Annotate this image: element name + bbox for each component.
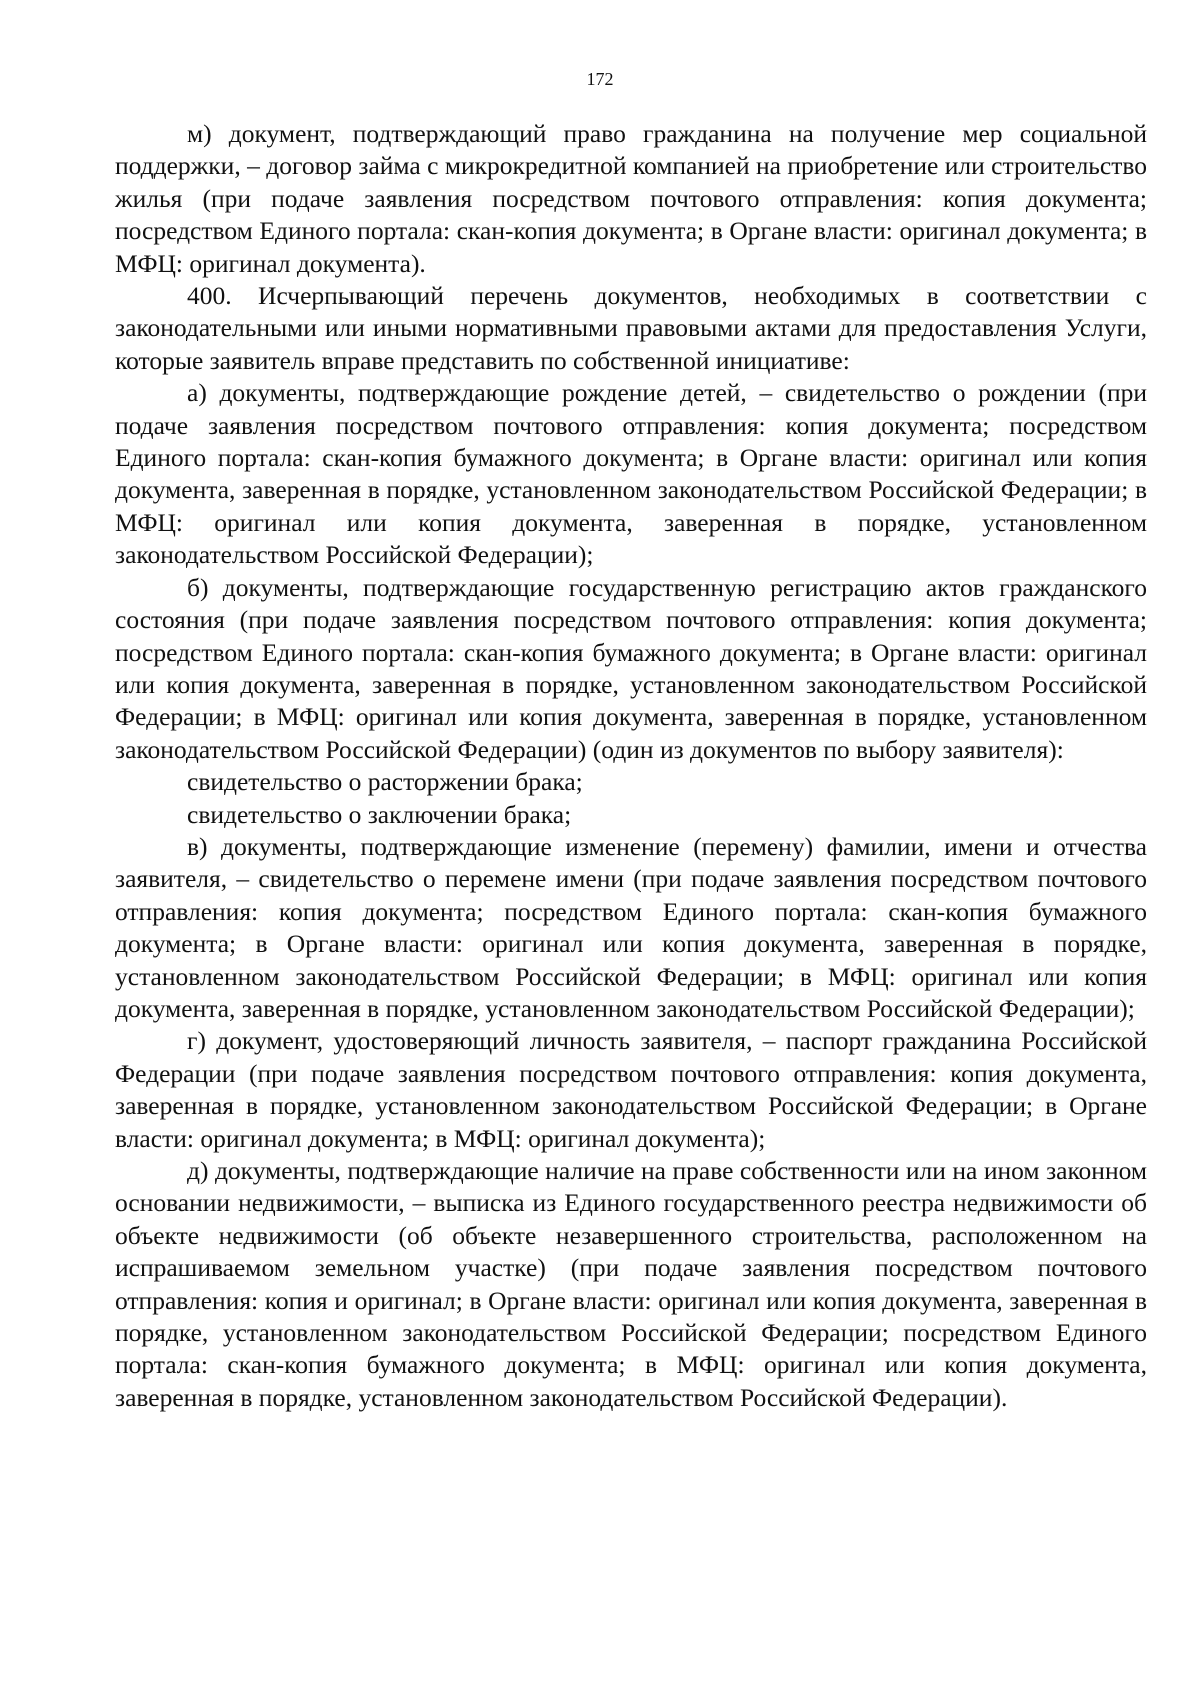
- paragraph-b-civil-registration: б) документы, подтверждающие государственную регистрацию актов гражданского состояния (при подаче заявления посредством почтового отправления: копия документа; посредством Единого портала: скан-копия бумажного документа; в Органе власти: оригинал или копия документа, заверенная в порядке, установленном законодательством Российской Федерации; в МФЦ: оригинал или копия документа, заверенная в порядке, установленном законодательством Российской Федерации) (один из документов по выбору заявителя):: [115, 572, 1147, 764]
- list-item-divorce-certificate: свидетельство о расторжении брака;: [187, 767, 583, 797]
- paragraph-d-property-documents: д) документы, подтверждающие наличие на праве собственности или на ином законном основании недвижимости, – выписка из Единого государственного реестра недвижимости об объекте недвижимости (об объекте незавершенного строительства, расположенном на испрашиваемом земельном участке) (при подаче заявления посредством почтового отправления: копия и оригинал; в Органе власти: оригинал или копия документа, заверенная в порядке, установленном законодательством Российской Федерации; посредством Единого портала: скан-копия бумажного документа; в МФЦ: оригинал или копия документа, заверенная в порядке, установленном законодательством Российской Федерации).: [115, 1156, 1147, 1412]
- paragraph-m-social-support: м) документ, подтверждающий право гражданина на получение мер социальной поддержки, – договор займа с микрокредитной компанией на приобретение или строительство жилья (при подаче заявления посредством почтового отправления: копия документа; посредством Единого портала: скан-копия документа; в Органе власти: оригинал документа; в МФЦ: оригинал документа).: [115, 119, 1147, 278]
- paragraph-g-identity-document: г) документ, удостоверяющий личность заявителя, – паспорт гражданина Российской Федерации (при подаче заявления посредством почтового отправления: копия документа, заверенная в порядке, установленном законодательством Российской Федерации; в Органе власти: оригинал документа; в МФЦ: оригинал документа);: [115, 1026, 1147, 1153]
- paragraph-a-birth-certificate: а) документы, подтверждающие рождение детей, – свидетельство о рождении (при подаче заявления посредством почтового отправления: копия документа; посредством Единого портала: скан-копия бумажного документа; в Органе власти: оригинал или копия документа, заверенная в порядке, установленном законодательством Российской Федерации; в МФЦ: оригинал или копия документа, заверенная в порядке, установленном законодательством Российской Федерации);: [115, 378, 1147, 570]
- paragraph-400-documents-list: 400. Исчерпывающий перечень документов, необходимых в соответствии с законодательными или иными нормативными правовыми актами для предоставления Услуги, которые заявитель вправе представить по собственной инициативе:: [115, 281, 1147, 375]
- paragraph-v-name-change: в) документы, подтверждающие изменение (перемену) фамилии, имени и отчества заявителя, – свидетельство о перемене имени (при подаче заявления посредством почтового отправления: копия документа; посредством Единого портала: скан-копия бумажного документа; в Органе власти: оригинал или копия документа, заверенная в порядке, установленном законодательством Российской Федерации; в МФЦ: оригинал или копия документа, заверенная в порядке, установленном законодательством Российской Федерации);: [115, 831, 1147, 1023]
- list-item-marriage-certificate: свидетельство о заключении брака;: [187, 799, 572, 829]
- document-body: [115, 118, 1147, 1414]
- page-number: 172: [586, 69, 614, 89]
